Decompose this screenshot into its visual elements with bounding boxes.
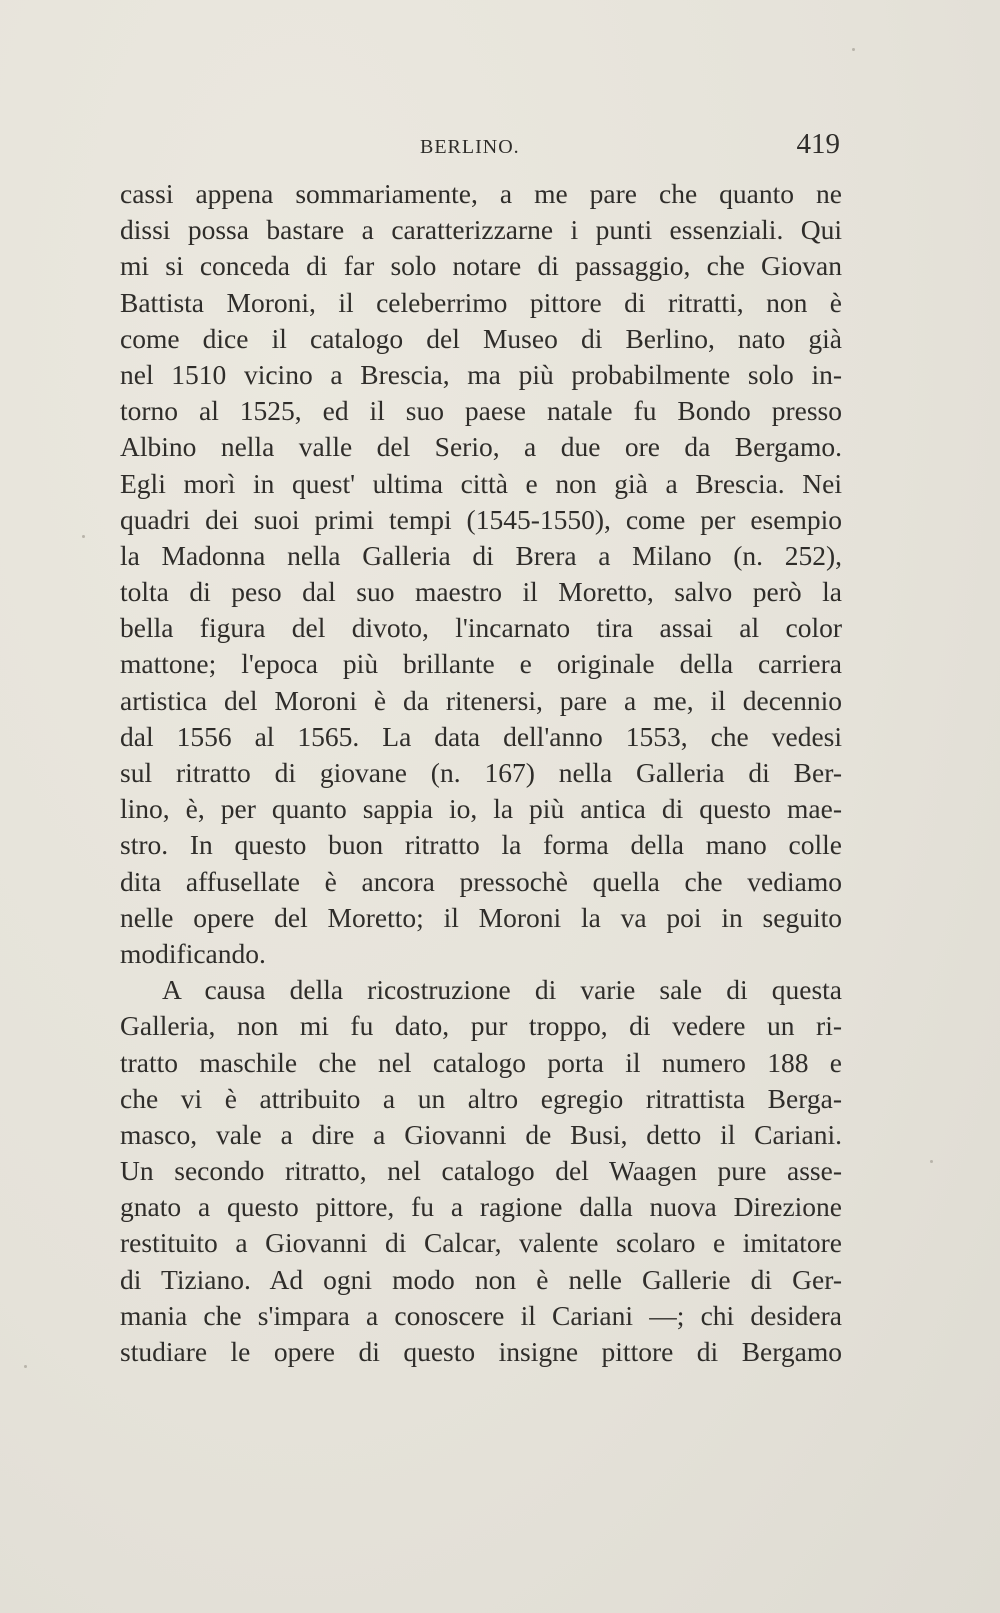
text-line: dita affusellate è ancora pressochè quella che vediamo xyxy=(120,865,842,897)
text-line: lino, è, per quanto sappia io, la più antica di questo mae- xyxy=(120,793,842,825)
text-line: sul ritratto di giovane (n. 167) nella Galleria di Ber- xyxy=(120,757,842,788)
text-line: stro. In questo buon ritratto la forma della mano colle xyxy=(120,829,842,861)
text-line: Albino nella valle del Serio, a due ore da Bergamo. xyxy=(120,431,842,463)
text-line: masco, vale a dire a Giovanni de Busi, detto il Cariani. xyxy=(120,1118,842,1150)
body-text xyxy=(120,176,842,1370)
text-line: nelle opere del Moretto; il Moroni la va poi in seguito xyxy=(120,901,842,933)
text-line: artistica del Moroni è da ritenersi, pare a me, il decennio xyxy=(120,684,842,716)
paper-speck xyxy=(852,48,855,51)
text-line: studiare le opere di questo insigne pittore di Bergamo xyxy=(120,1336,842,1367)
text-line: che vi è attribuito a un altro egregio ritrattista Berga- xyxy=(120,1082,842,1114)
text-line: Battista Moroni, il celeberrimo pittore di ritratti, non è xyxy=(120,286,842,318)
text-line: Egli morì in quest' ultima città e non già a Brescia. Nei xyxy=(120,467,842,499)
text-line: mattone; l'epoca più brillante e originale della carriera xyxy=(120,648,842,680)
text-line: di Tiziano. Ad ogni modo non è nelle Gallerie di Ger- xyxy=(120,1263,842,1295)
page-number: 419 xyxy=(796,128,840,160)
text-line: restituito a Giovanni di Calcar, valente scolaro e imitatore xyxy=(120,1227,842,1259)
text-line: nel 1510 vicino a Brescia, ma più probabilmente solo in- xyxy=(120,358,842,390)
text-line: A causa della ricostruzione di varie sale di questa xyxy=(162,974,842,1006)
text-line: mi si conceda di far solo notare di passaggio, che Giovan xyxy=(120,250,842,282)
paper-speck xyxy=(24,1365,27,1368)
text-line: dissi possa bastare a caratterizzarne i punti essenziali. Qui xyxy=(120,214,842,246)
text-line: tratto maschile che nel catalogo porta il numero 188 e xyxy=(120,1046,842,1078)
text-line: mania che s'impara a conoscere il Cariani —; chi desidera xyxy=(120,1299,842,1331)
page-header xyxy=(120,128,840,168)
text-line: cassi appena sommariamente, a me pare che quanto ne xyxy=(120,178,842,209)
text-line: come dice il catalogo del Museo di Berlino, nato già xyxy=(120,322,842,354)
text-line: dal 1556 al 1565. La data dell'anno 1553, che vedesi xyxy=(120,720,842,752)
text-line: bella figura del divoto, l'incarnato tira assai al color xyxy=(120,612,842,644)
text-line: la Madonna nella Galleria di Brera a Milano (n. 252), xyxy=(120,539,842,571)
paper-speck xyxy=(930,1160,933,1163)
running-title: BERLINO. xyxy=(420,136,520,158)
text-line: gnato a questo pittore, fu a ragione dalla nuova Direzione xyxy=(120,1191,842,1223)
paper-speck xyxy=(82,535,85,538)
text-line: Galleria, non mi fu dato, pur troppo, di vedere un ri- xyxy=(120,1010,842,1042)
text-line: torno al 1525, ed il suo paese natale fu Bondo presso xyxy=(120,395,842,427)
text-line: modificando. xyxy=(120,937,266,969)
text-line: quadri dei suoi primi tempi (1545-1550), come per esempio xyxy=(120,503,842,535)
text-line: Un secondo ritratto, nel catalogo del Waagen pure asse- xyxy=(120,1155,842,1187)
text-line: tolta di peso dal suo maestro il Moretto, salvo però la xyxy=(120,576,842,608)
